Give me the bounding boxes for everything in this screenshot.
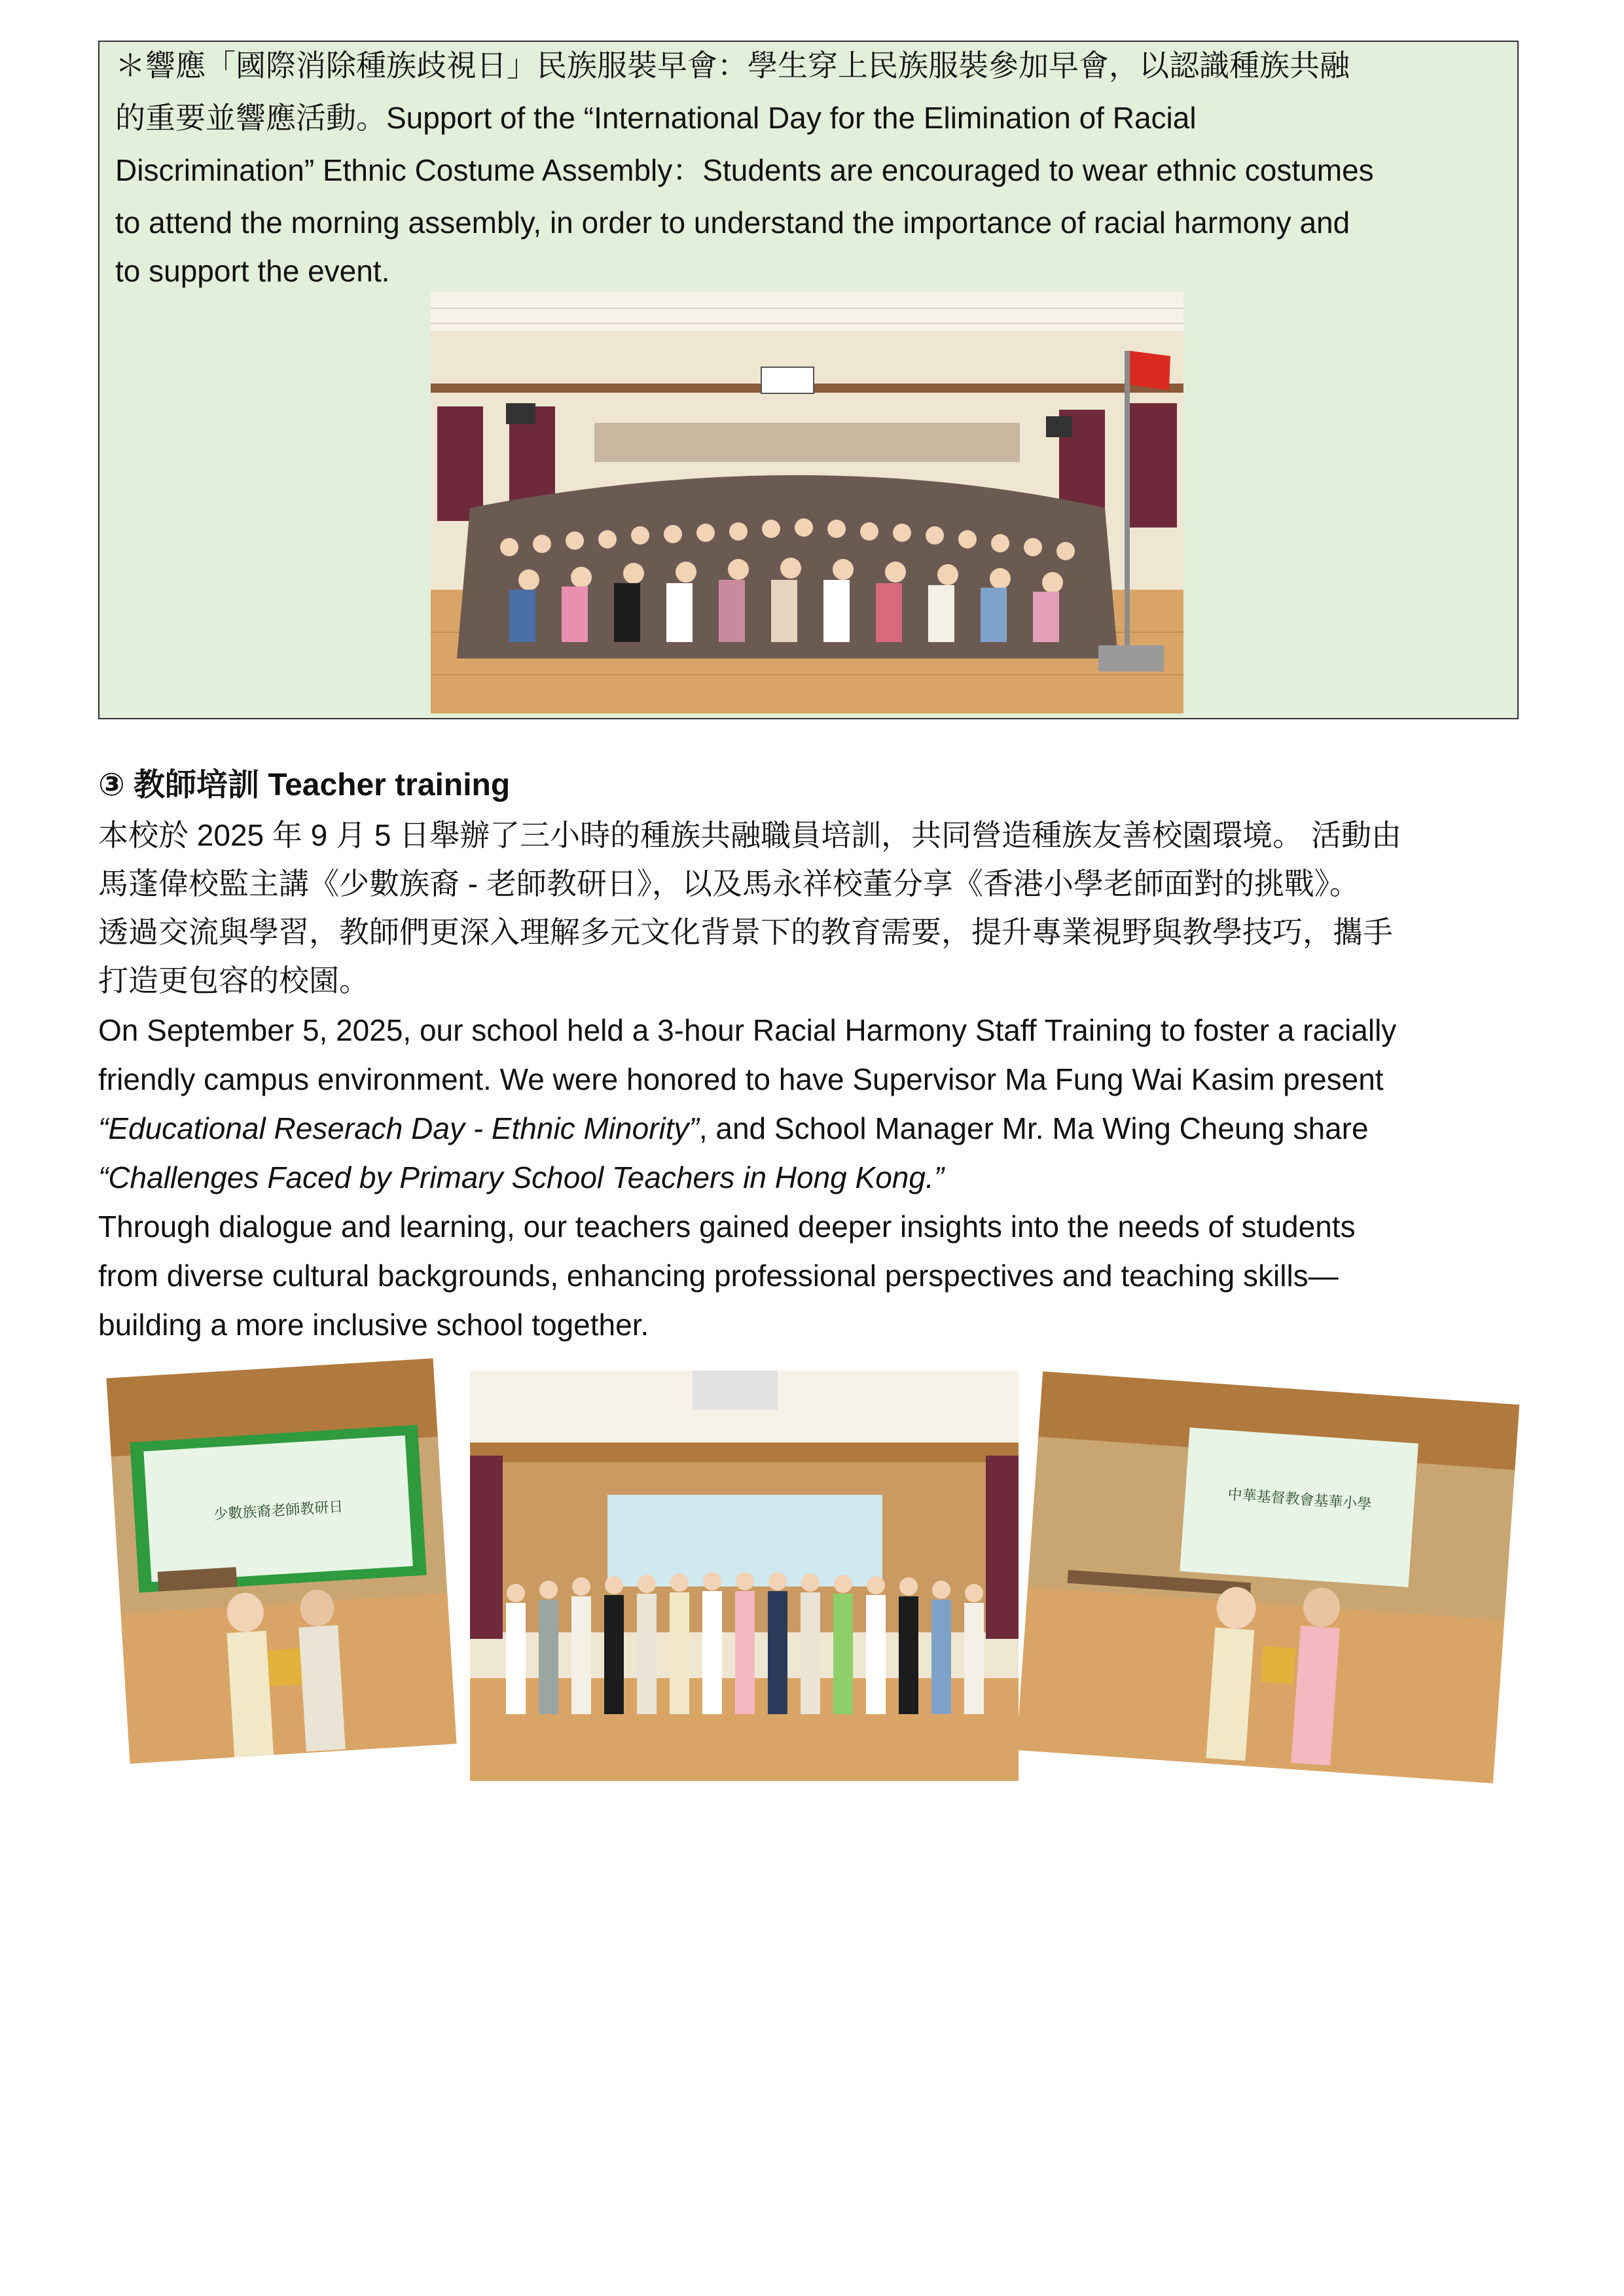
section-heading: ③ 教師培訓 Teacher training	[98, 768, 511, 802]
en-paragraph-line: On September 5, 2025, our school held a 3-hour Racial Harmony Staff Training to foster a racially	[98, 1013, 1397, 1047]
zh-paragraph-line: 馬蓬偉校監主講《少數族裔 - 老師教研日》，以及馬永祥校董分享《香港小學老師面對的挑戰》。	[98, 867, 1360, 901]
assembly-photo	[431, 292, 1183, 713]
en-paragraph-line	[98, 1159, 944, 1196]
screen-caption: 中華基督教會基華小學	[1227, 1486, 1372, 1513]
en-paragraph-line	[98, 1110, 1369, 1147]
intro-line: to attend the morning assembly, in order to understand the importance of racial harmony and	[115, 206, 1350, 240]
intro-line: Discrimination” Ethnic Costume Assembly：Students are encouraged to wear ethnic costumes	[115, 153, 1374, 187]
en-paragraph-line: Through dialogue and learning, our teachers gained deeper insights into the needs of students	[98, 1210, 1356, 1244]
training-photo-right	[1017, 1371, 1520, 1784]
intro-line: ＊響應「國際消除種族歧視日」民族服裝早會：學生穿上民族服裝參加早會，以認識種族共融	[115, 48, 1350, 82]
talk-title-italic: “Challenges Faced by Primary School Teachers in Hong Kong.”	[98, 1160, 945, 1194]
en-paragraph-line: from diverse cultural backgrounds, enhancing professional perspectives and teaching skills—	[98, 1259, 1339, 1293]
training-photo-left	[106, 1358, 456, 1763]
intro-line: 的重要並響應活動。Support of the “International Day for the Elimination of Racial	[115, 101, 1197, 135]
en-paragraph-line: friendly campus environment. We were honored to have Supervisor Ma Fung Wai Kasim present	[98, 1062, 1384, 1096]
talk-title-italic: “Educational Reserach Day - Ethnic Minority”	[98, 1111, 699, 1145]
screen-caption: 少數族裔老師教研日	[213, 1499, 344, 1524]
en-text: , and School Manager Mr. Ma Wing Cheung share	[698, 1111, 1369, 1145]
zh-paragraph-line: 本校於 2025 年 9 月 5 日舉辦了三小時的種族共融職員培訓，共同營造種族友善校園環境。 活動由	[98, 818, 1401, 852]
en-paragraph-line: building a more inclusive school together.	[98, 1308, 649, 1342]
zh-paragraph-line: 打造更包容的校園。	[98, 963, 369, 997]
intro-line: to support the event.	[115, 254, 390, 288]
training-photo-group	[470, 1371, 1019, 1781]
zh-paragraph-line: 透過交流與學習，教師們更深入理解多元文化背景下的教育需要，提升專業視野與教學技巧，攜手	[98, 915, 1393, 949]
